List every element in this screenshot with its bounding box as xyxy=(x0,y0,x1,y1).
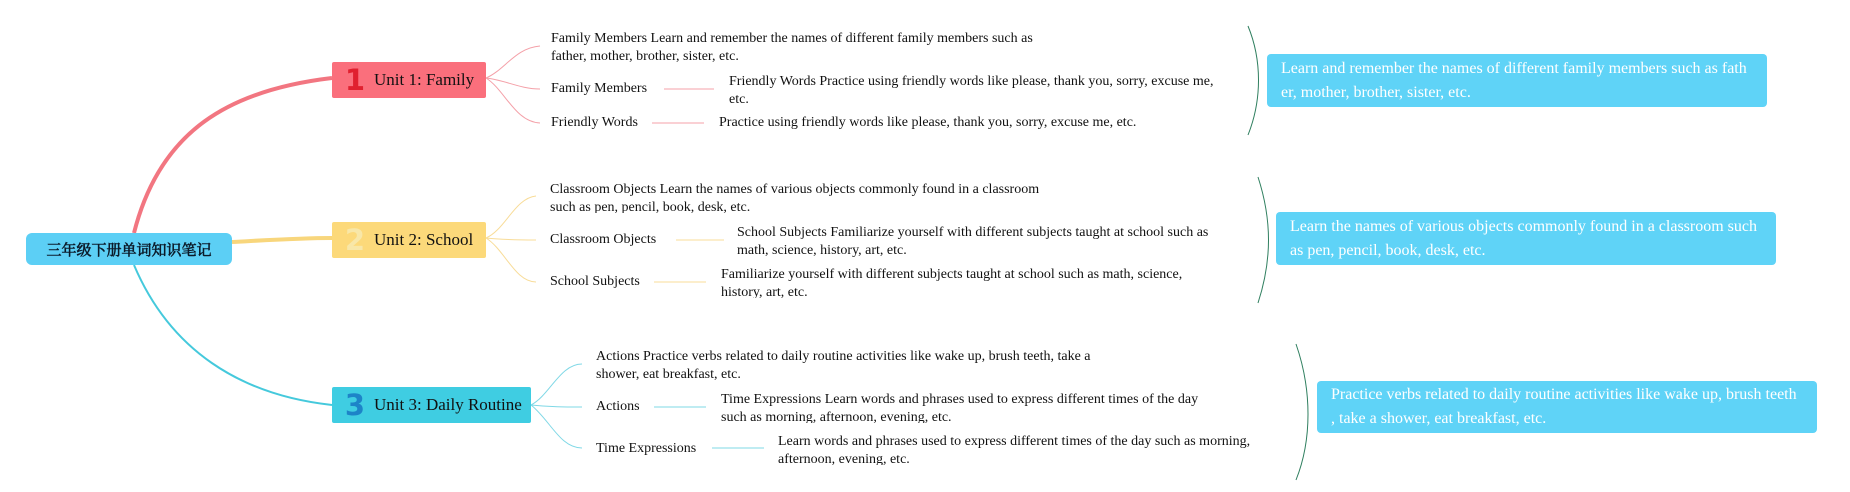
unit-3-number-icon: 3 xyxy=(344,388,366,422)
unit-1-number-icon: 1 xyxy=(344,63,366,97)
unit-1-label: Unit 1: Family xyxy=(374,70,475,89)
unit-2-topic[interactable] xyxy=(332,222,486,258)
unit-2-item-school-subjects[interactable]: School Subjects xyxy=(550,274,640,289)
unit-1-summary: Family Members Learn and remember the names of different family members such as father, mother, brother, sister, etc. xyxy=(551,31,1033,62)
unit-1-topic[interactable] xyxy=(332,62,486,98)
unit-2-item-classroom-objects-desc: School Subjects Familiarize yourself with different subjects taught at school such as math, science, history, art, etc. xyxy=(737,225,1209,258)
unit-3-topic[interactable] xyxy=(332,387,531,423)
unit-2-note-card[interactable]: Learn the names of various objects commonly found in a classroom such as pen, pencil, book, desk, etc. xyxy=(1276,212,1776,265)
unit-3-item-time-expressions[interactable]: Time Expressions xyxy=(596,441,697,456)
unit-2-item-school-subjects-desc: Familiarize yourself with different subjects taught at school such as math, science, history, art, etc. xyxy=(721,267,1183,298)
unit-3-item-actions[interactable]: Actions xyxy=(596,399,640,414)
unit-3-label: Unit 3: Daily Routine xyxy=(374,395,522,414)
unit-3-item-actions-desc: Time Expressions Learn words and phrases used to express different times of the day such as morning, afternoon, evening, etc. xyxy=(721,392,1199,423)
unit-1-item-friendly-words-desc: Practice using friendly words like please, thank you, sorry, excuse me, etc. xyxy=(719,115,1137,129)
root-topic-label: 三年级下册单词知识笔记 xyxy=(46,240,212,259)
root-topic[interactable] xyxy=(26,233,232,265)
unit-3-summary: Actions Practice verbs related to daily routine activities like wake up, brush teeth, take a shower, eat breakfast, etc. xyxy=(596,349,1091,382)
unit-2-label: Unit 2: School xyxy=(374,230,474,249)
unit-1-note-card[interactable]: Learn and remember the names of different family members such as fath er, mother, brother, sister, etc. xyxy=(1267,54,1767,107)
unit-2-number-icon: 2 xyxy=(344,223,366,257)
unit-1-item-family-members-desc: Friendly Words Practice using friendly words like please, thank you, sorry, excuse me, etc. xyxy=(729,74,1214,107)
unit-2-item-classroom-objects[interactable]: Classroom Objects xyxy=(550,232,657,247)
unit-2-summary: Classroom Objects Learn the names of various objects commonly found in a classroom such as pen, pencil, book, desk, etc. xyxy=(550,182,1040,213)
unit-1-item-family-members[interactable]: Family Members xyxy=(551,81,648,96)
unit-3-item-time-expressions-desc: Learn words and phrases used to express different times of the day such as morning, afternoon, evening, etc. xyxy=(778,434,1251,465)
unit-1-item-friendly-words[interactable]: Friendly Words xyxy=(551,115,638,130)
unit-3-note-card[interactable]: Practice verbs related to daily routine activities like wake up, brush teeth , take a shower, eat breakfast, etc. xyxy=(1317,381,1817,433)
